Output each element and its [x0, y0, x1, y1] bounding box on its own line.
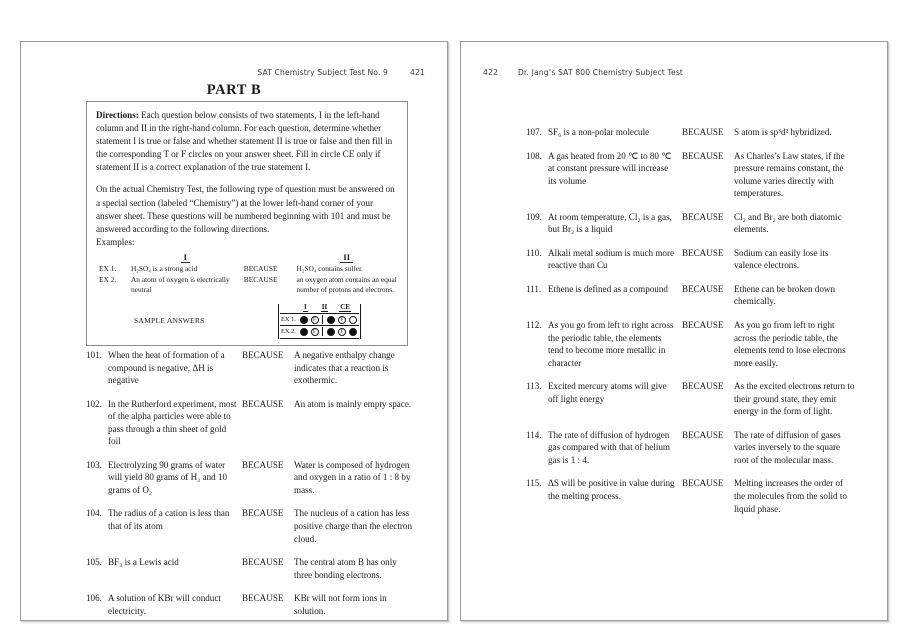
page-right — [460, 41, 888, 621]
question-number: 115. — [526, 478, 542, 489]
grid-header-column-one: I — [304, 303, 307, 312]
question-statement-two: KBr will not form ions in solution. — [294, 593, 387, 616]
question-101 — [86, 349, 416, 387]
question-statement-one: Excited mercury atoms will give off light energy — [548, 381, 667, 404]
question-because: BECAUSE — [682, 283, 724, 294]
question-107 — [526, 126, 856, 139]
example-row — [96, 275, 398, 295]
question-statement-one: The rate of diffusion of hydrogen gas compared with that of helium gas is 1 : 4. — [548, 429, 670, 465]
grid-header-ce: CE — [340, 303, 350, 312]
question-statement-two: Sodium can easily lose its valence electrons. — [734, 247, 829, 271]
question-because: BECAUSE — [242, 350, 284, 360]
question-108 — [526, 150, 856, 200]
question-statement-two: Cl₂ and Br₂ are both diatomic elements. — [734, 211, 842, 235]
bubble-ex2-II-true[interactable] — [327, 328, 335, 336]
question-number: 110. — [526, 247, 542, 258]
examples-header-column-one: I — [181, 253, 190, 263]
question-statement-one: At room temperature, Cl₂ is a gas, but Br₂ is a liquid — [548, 211, 672, 235]
example-row — [96, 264, 398, 274]
bubble-ex1-ce[interactable] — [349, 316, 357, 324]
question-because: BECAUSE — [242, 459, 284, 470]
question-statement-two: As you go from left to right across the periodic table, the elements tend to lose electrons more easily. — [734, 320, 846, 368]
question-statement-two: Water is composed of hydrogen and oxygen in a ratio of 1 : 8 by mass. — [294, 459, 411, 495]
question-number: 113. — [526, 381, 542, 392]
grid-row-label: EX 2. — [281, 328, 296, 336]
question-number: 112. — [526, 320, 542, 331]
example-number: EX 2. — [99, 275, 117, 285]
bubble-ex2-ce[interactable] — [349, 328, 357, 336]
question-statement-one: The radius of a cation is less than that of its atom — [108, 508, 230, 532]
question-105 — [86, 556, 416, 581]
question-statement-one: A gas heated from 20 ℃ to 80 ℃ at constant pressure will increase its volume — [548, 150, 672, 186]
question-because: BECAUSE — [682, 150, 724, 161]
question-102 — [86, 398, 416, 448]
question-statement-one: SF₆ is a non-polar molecule — [548, 127, 650, 137]
question-number: 106. — [86, 593, 102, 604]
question-statement-two: The nucleus of a cation has less positive charge than the electron cloud. — [294, 508, 413, 544]
sample-answers-row — [280, 313, 359, 325]
question-statement-one: ΔS will be positive in value during the melting process. — [548, 478, 675, 502]
question-statement-two: S atom is sp³d² hybridized. — [734, 127, 832, 137]
question-110 — [526, 247, 856, 272]
question-number: 111. — [526, 283, 542, 294]
bubble-ex1-II-false[interactable]: F — [338, 316, 346, 324]
bubble-ex1-I-false[interactable]: F — [311, 316, 319, 324]
bubble-ex1-II-true[interactable] — [327, 316, 335, 324]
question-because: BECAUSE — [682, 478, 724, 489]
example-statement-two: H₂SO₄ contains sulfer. — [296, 264, 363, 274]
directions-text-1: Each question below consists of two statements, I in the left-hand column and II in the right-hand column. For each question, determine whether statement I is true or false and whether statement II is true or false and then fill in the corresponding T or F circles on your answer sheet. Fill in circle CE only if statement II is a correct explanation of the true statement I. — [96, 110, 393, 173]
question-number: 109. — [526, 211, 542, 222]
sample-answers-block — [96, 304, 398, 338]
question-because: BECAUSE — [242, 508, 284, 519]
page-title: PART B — [206, 82, 262, 98]
bubble-ex1-I-true[interactable] — [300, 316, 308, 324]
question-statement-one: Electrolyzing 90 grams of water will yield 80 grams of H₂ and 10 grams of O₂ — [108, 459, 228, 495]
directions-label: Directions: — [96, 110, 139, 120]
question-because: BECAUSE — [682, 247, 724, 258]
question-statement-two: Ethene can be broken down chemically. — [734, 283, 836, 307]
question-111 — [526, 283, 856, 308]
grid-divider — [322, 315, 323, 324]
question-statement-two: Melting increases the order of the molecules from the solid to liquid phase. — [734, 478, 847, 514]
sample-answers-grid — [278, 304, 361, 338]
question-list-left — [86, 349, 416, 628]
bubble-ex2-II-false[interactable]: F — [338, 328, 346, 336]
question-statement-two: As Charles’s Law states, if the pressure remains constant, the volume varies directly with temperatures. — [734, 150, 845, 199]
question-number: 107. — [526, 127, 542, 137]
grid-header-column-two: II — [321, 303, 328, 312]
question-statement-one: When the heat of formation of a compound is negative, ΔH is negative — [108, 350, 225, 386]
example-because: BECAUSE — [243, 275, 278, 285]
question-number: 101. — [86, 350, 102, 360]
question-statement-one: Ethene is defined as a compound — [548, 283, 668, 294]
example-statement-one: H₂SO₄ is a strong acid — [130, 264, 198, 274]
running-head-right — [483, 68, 683, 77]
question-statement-one: As you go from left to right across the periodic table, the elements tend to become more metallic in character — [548, 320, 674, 368]
question-number: 102. — [86, 398, 102, 409]
question-number: 108. — [526, 150, 542, 161]
question-number: 103. — [86, 459, 102, 470]
examples-header-column-two: II — [340, 253, 353, 263]
question-104 — [86, 507, 416, 545]
directions-paragraph-1 — [96, 109, 398, 174]
question-number: 105. — [86, 557, 102, 568]
question-statement-one: BF₃ is a Lewis acid — [108, 557, 179, 568]
grid-row-label: EX 1. — [281, 316, 296, 324]
example-because: BECAUSE — [243, 264, 278, 274]
grid-divider — [322, 327, 323, 336]
question-106 — [86, 592, 416, 617]
running-head-title: Dr. Jang’s SAT 800 Chemistry Subject Test — [517, 68, 684, 77]
directions-paragraph-2: On the actual Chemistry Test, the following type of question must be answered on a special section (labeled “Chemistry”) at the lower left-hand corner of your answer sheet. These questions will be numbered beginning with 101 and must be answered according to the following directions. — [96, 184, 395, 234]
example-statement-two: an oxygen atom contains an equal number of protons and electrons. — [296, 275, 397, 295]
question-114 — [526, 429, 856, 467]
examples-column-headers — [96, 251, 398, 263]
question-statement-one: A solution of KBr will conduct electricity. — [108, 593, 221, 616]
question-number: 104. — [86, 508, 102, 519]
question-statement-two: The rate of diffusion of gases varies inversely to the square root of the molecular mass. — [734, 429, 841, 465]
sample-answers-grid-headers — [280, 304, 359, 313]
question-statement-one: In the Rutherford experiment, most of the alpha particles were able to pass through a thin sheet of gold foil — [108, 398, 237, 447]
running-head-title: SAT Chemistry Subject Test No. 9 — [257, 68, 389, 77]
page-left — [20, 41, 448, 621]
question-statement-two: A negative enthalpy change indicates that a reaction is exothermic. — [294, 350, 395, 386]
question-because: BECAUSE — [682, 320, 724, 331]
running-head-page-number: 422 — [483, 68, 498, 77]
question-because: BECAUSE — [242, 593, 284, 604]
bubble-ex2-I-false[interactable]: F — [311, 328, 319, 336]
running-head-left — [257, 68, 425, 77]
question-statement-two: As the excited electrons return to their ground state, they emit energy in the form of light. — [734, 381, 855, 417]
question-statement-one: Alkali metal sodium is much more reactive than Cu — [548, 247, 675, 271]
example-number: EX 1. — [99, 264, 117, 274]
question-because: BECAUSE — [242, 398, 284, 409]
question-112 — [526, 319, 856, 369]
question-103 — [86, 459, 416, 497]
example-statement-one: An atom of oxygen is electrically neutral — [130, 275, 230, 295]
examples-label: Examples: — [96, 236, 135, 247]
sample-answers-row — [280, 325, 359, 338]
question-113 — [526, 380, 856, 418]
question-because: BECAUSE — [682, 381, 724, 392]
question-because: BECAUSE — [682, 127, 724, 137]
question-109 — [526, 211, 856, 236]
question-statement-two: The central atom B has only three bonding electrons. — [294, 557, 397, 580]
question-because: BECAUSE — [682, 429, 724, 440]
question-because: BECAUSE — [682, 211, 724, 222]
question-list-right — [526, 126, 856, 526]
directions-box — [86, 101, 408, 346]
sample-answers-label: SAMPLE ANSWERS — [134, 316, 205, 326]
running-head-page-number: 421 — [410, 68, 425, 77]
question-number: 114. — [526, 429, 542, 440]
question-115 — [526, 477, 856, 515]
question-statement-two: An atom is mainly empty space. — [294, 398, 412, 409]
question-because: BECAUSE — [242, 557, 284, 568]
bubble-ex2-I-true[interactable] — [300, 328, 308, 336]
